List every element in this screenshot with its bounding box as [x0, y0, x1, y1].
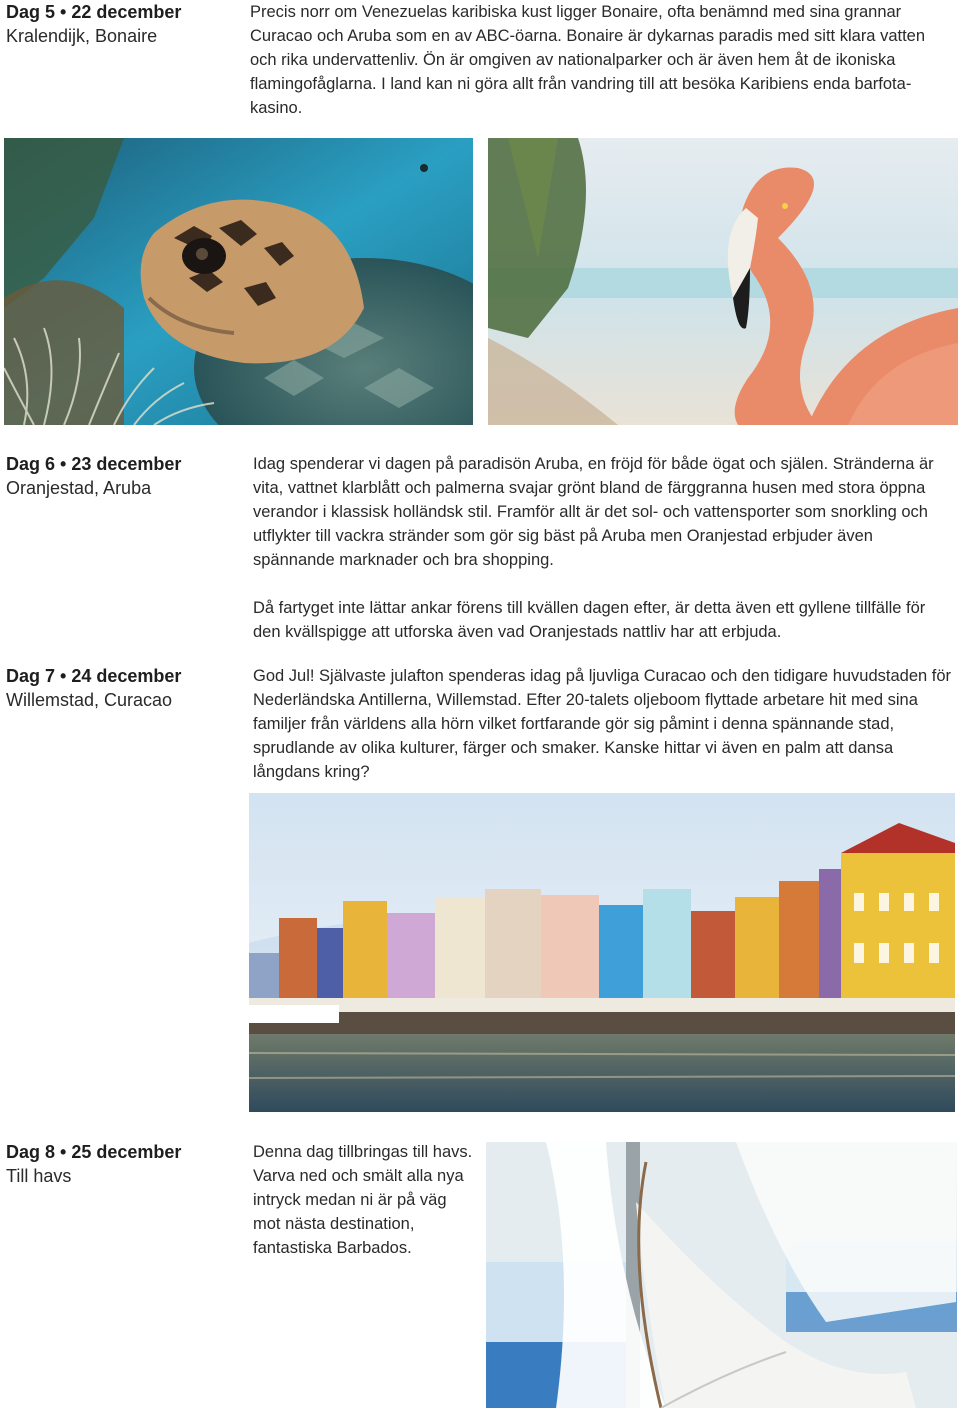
- day-5-description: Precis norr om Venezuelas karibiska kust ligger Bonaire, ofta benämnd med sina grannar Curacao och Aruba som en av ABC-öarna. Bonaire är dykarnas paradis med sitt klara vatten och rika undervattenliv. Ön är omgiven av nationalparker och är även hem åt de ikoniska flamingofåglarna. I land kan ni göra allt från vandring till att besöka Karibiens enda barfota-kasino.: [250, 3, 926, 117]
- day-place: Kralendijk, Bonaire: [6, 26, 158, 46]
- willemstad-waterfront-photo: [249, 793, 955, 1112]
- day-7-heading: [6, 664, 236, 712]
- day-place: Willemstad, Curacao: [6, 690, 173, 710]
- day-8-description: Denna dag tillbringas till havs. Varva ned och smält alla nya intryck medan ni är på väg mot nästa destination, fantastiska Barbados.: [253, 1143, 473, 1257]
- day-place: Till havs: [6, 1166, 72, 1186]
- cabin-balcony-photo: [486, 1142, 957, 1408]
- day-6-heading: [6, 452, 236, 500]
- day-title: Dag 7 • 24 december: [6, 666, 182, 686]
- day-6-description-continued: Då fartyget inte lättar ankar förens till kvällen dagen efter, är detta även ett gyllene tillfälle för den kvällspigge att utforska även vad Oranjestads nattliv har att erbjuda.: [253, 599, 926, 641]
- day-5-heading: [6, 0, 236, 48]
- day-title: Dag 8 • 25 december: [6, 1142, 182, 1162]
- sea-turtle-photo: [4, 138, 473, 425]
- day-8-heading: [6, 1140, 236, 1188]
- day-7-description: God Jul! Självaste julafton spenderas idag på ljuvliga Curacao och den tidigare huvudstaden för Nederländska Antillerna, Willemstad. Efter 20-talets oljeboom flyttade arbetare hit med sina familjer från världens alla hörn vilket fortfarande gör sig påmint i denna spännande stad, sprudlande av olika kulturer, färger och smaker. Kanske hittar vi även en palm att dansa långdans kring?: [253, 667, 952, 781]
- day-title: Dag 5 • 22 december: [6, 2, 182, 22]
- day-6-description: Idag spenderar vi dagen på paradisön Aruba, en fröjd för både ögat och själen. Stränderna är vita, vattnet klarblått och palmerna svajar grönt bland de färggranna husen med stora öppna verandor i klassisk holländsk stil. Framför allt är det sol- och vattensporter som snorkling och utflykter till vackra stränder som gör sig bäst på Aruba men Oranjestad erbjuder även spännande marknader och bra shopping.: [253, 455, 934, 569]
- flamingo-photo: [488, 138, 958, 425]
- day-title: Dag 6 • 23 december: [6, 454, 182, 474]
- day-place: Oranjestad, Aruba: [6, 478, 152, 498]
